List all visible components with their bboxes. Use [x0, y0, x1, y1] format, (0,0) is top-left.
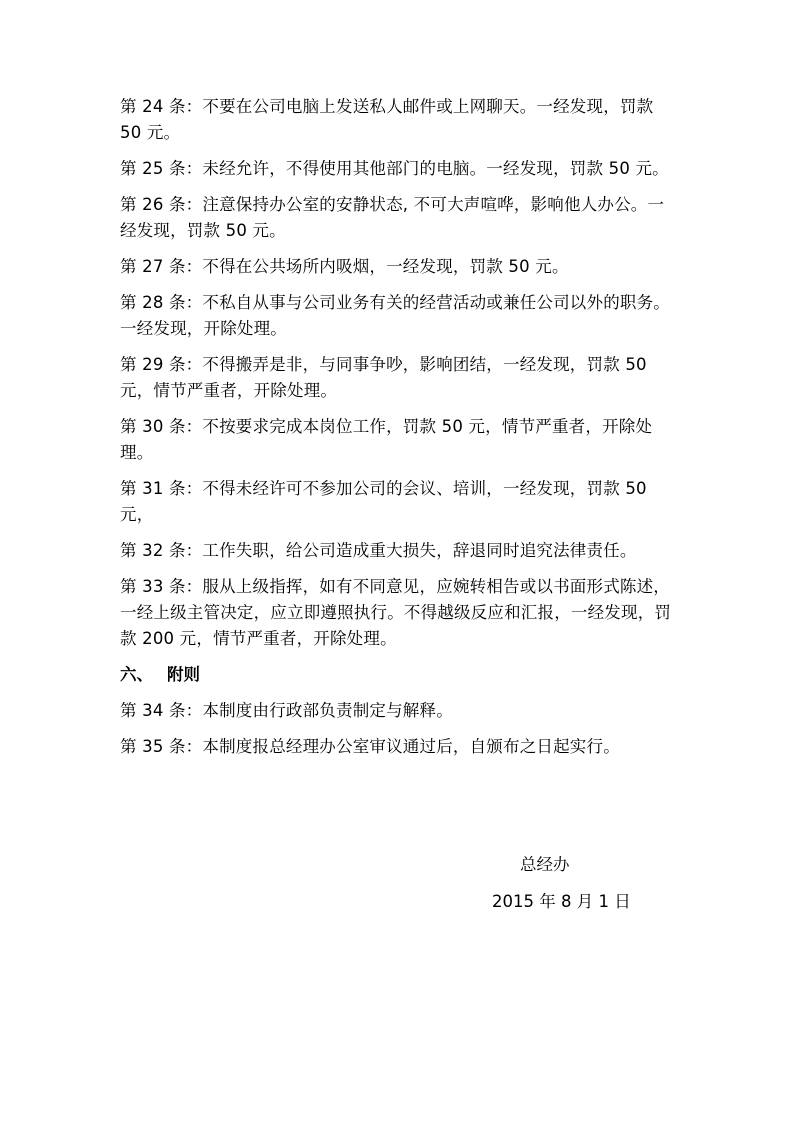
- signature-office: 总经办: [520, 855, 570, 874]
- document-body: [120, 94, 680, 770]
- article-29: 第 29 条：不得搬弄是非，与同事争吵，影响团结，一经发现，罚款 50 元，情节严重者，开除处理。: [120, 355, 647, 400]
- article-33: 第 33 条：服从上级指挥，如有不同意见，应婉转相告或以书面形式陈述，一经上级主管决定，应立即遵照执行。不得越级反应和汇报，一经发现，罚款 200 元，情节严重者，开除处理。: [120, 577, 672, 648]
- article-30: 第 30 条：不按要求完成本岗位工作，罚款 50 元，情节严重者，开除处理。: [120, 417, 653, 462]
- article-26: 第 26 条：注意保持办公室的安静状态, 不可大声喧哗，影响他人办公。一经发现，罚款 50 元。: [120, 195, 665, 240]
- article-35: 第 35 条：本制度报总经理办公室审议通过后，自颁布之日起实行。: [120, 737, 620, 756]
- article-34: 第 34 条：本制度由行政部负责制定与解释。: [120, 701, 453, 720]
- signature-date: 2015 年 8 月 1 日: [492, 892, 631, 911]
- section-heading-supplementary: [120, 662, 680, 688]
- section-number: 六、: [120, 665, 153, 684]
- article-31: 第 31 条：不得未经许可不参加公司的会议、培训，一经发现，罚款 50 元，: [120, 479, 647, 524]
- article-32: 第 32 条：工作失职，给公司造成重大损失，辞退同时追究法律责任。: [120, 541, 637, 560]
- article-28: 第 28 条：不私自从事与公司业务有关的经营活动或兼任公司以外的职务。一经发现，开除处理。: [120, 293, 670, 338]
- article-25: 第 25 条：未经允许，不得使用其他部门的电脑。一经发现，罚款 50 元。: [120, 159, 669, 178]
- article-27: 第 27 条：不得在公共场所内吸烟，一经发现，罚款 50 元。: [120, 257, 569, 276]
- section-title: 附则: [167, 665, 200, 684]
- article-24: 第 24 条：不要在公司电脑上发送私人邮件或上网聊天。一经发现，罚款 50 元。: [120, 97, 654, 142]
